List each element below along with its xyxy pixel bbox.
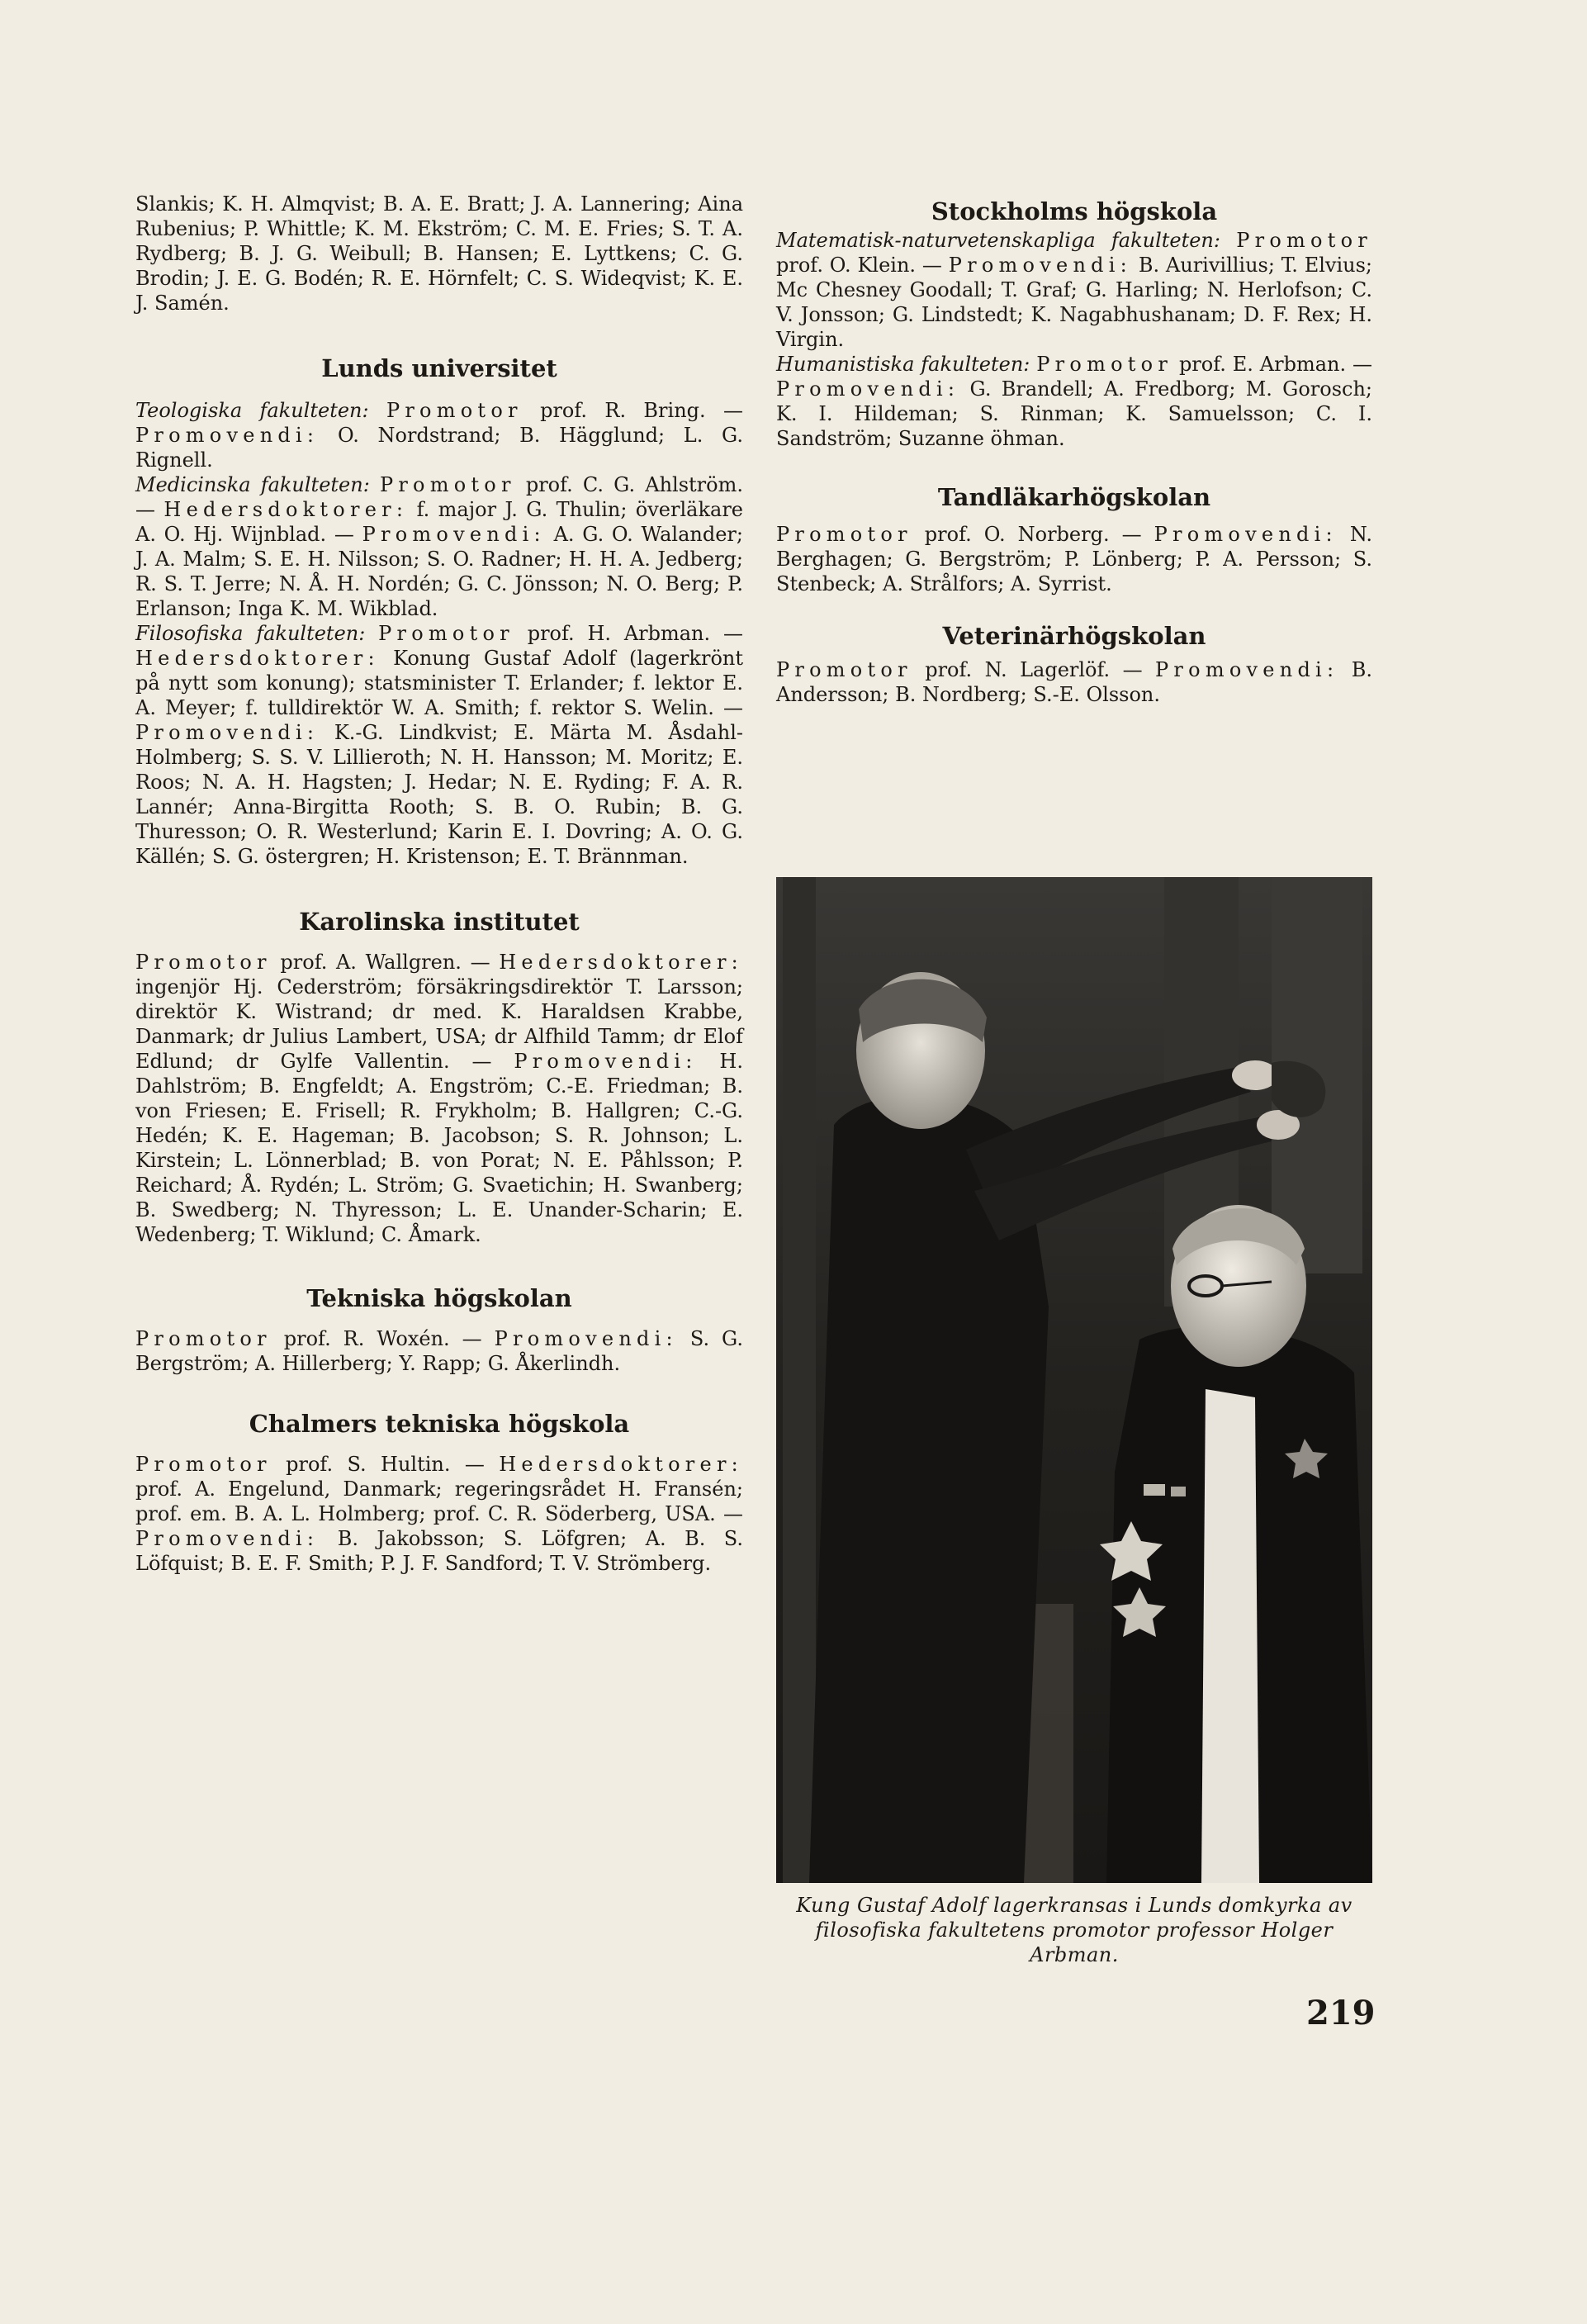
veterinar-paragraph (776, 657, 1372, 707)
intro-paragraph: Slankis; K. H. Almqvist; B. A. E. Bratt; J. A. Lannering; Aina Rubenius; P. Whittle; K. M. Ekström; C. M. E. Fries; S. T. A. Rydberg; B. J. G. Weibull; B. Hansen; E. Lyttkens; C. G. Brodin; J. E. G. Bodén; R. E. Hörnfelt; C. S. Wideqvist; K. E. J. Samén. (135, 192, 743, 315)
lund-med-prom-label: Promovendi: (362, 523, 546, 546)
chalmers-prom-label: Promovendi: (135, 1527, 320, 1550)
lund-med-faculty: Medicinska fakulteten: (135, 473, 370, 496)
right-column (776, 192, 1372, 707)
lund-fil-prom: K.-G. Lindkvist; E. Märta M. Åsdahl-Holmberg; S. S. V. Lillieroth; N. H. Hansson; M. Moritz; E. Roos; N. A. H. Hagsten; J. Hedar; N. E. Ryding; F. A. R. Lannér; Anna-Birgitta Rooth; S. B. O. Rubin; B. G. Thuresson; O. R. Westerlund; Karin E. I. Dovring; A. O. G. Källén; S. G. östergren; H. Kristenson; E. T. Brännman. (135, 721, 743, 868)
lund-med-promotor-label: Promotor (379, 473, 516, 496)
tekniska-prom-label: Promovendi: (494, 1327, 678, 1350)
tekniska-promotor-label: Promotor (135, 1327, 272, 1350)
lund-heading: Lunds universitet (321, 354, 557, 382)
veterinar-prom-label: Promovendi: (1155, 658, 1339, 681)
lund-teol-faculty: Teologiska fakulteten: (135, 399, 369, 422)
chalmers-prom: B. Jakobsson; S. Löfgren; A. B. S. Löfquist; B. E. F. Smith; P. J. F. Sandford; T. V. Strömberg. (135, 1527, 743, 1575)
veterinar-promotor-label: Promotor (776, 658, 912, 681)
tandlakar-promotor-label: Promotor (776, 523, 912, 546)
lund-med-heders-label: Hedersdoktorer: (163, 498, 409, 521)
lund-fil-promotor-label: Promotor (378, 622, 514, 645)
ceremony-photo (776, 877, 1372, 1883)
chalmers-paragraph (135, 1452, 743, 1576)
tandlakar-heading: Tandläkarhögskolan (937, 483, 1211, 511)
stockholm-mat-prom-label: Promovendi: (948, 254, 1132, 277)
karolinska-prom: H. Dahlström; B. Engfeldt; A. Engström; C.-E. Friedman; B. von Friesen; E. Frisell; R. Frykholm; B. Hallgren; C.-G. Hedén; K. E. Hageman; B. Jacobson; S. R. Johnson; L. Kirstein; L. Lönnerblad; B. von Porat; N. E. Påhlsson; P. Reichard; Å. Rydén; L. Ström; G. Svaetichin; H. Swanberg; B. Swedberg; N. Thyresson; L. E. Unander-Scharin; E. Wedenberg; T. Wiklund; C. Åmark. (135, 1050, 743, 1246)
tandlakar-promotor: prof. O. Norberg. — (924, 523, 1142, 546)
lund-med-heders: f. major J. G. Thulin; överläkare A. O. Hj. Wijnblad. — (135, 498, 743, 546)
tekniska-prom: S. G. Bergström; A. Hillerberg; Y. Rapp; G. Åkerlindh. (135, 1327, 743, 1375)
karolinska-prom-label: Promovendi: (514, 1050, 698, 1073)
tekniska-heading: Tekniska högskolan (306, 1284, 572, 1312)
stockholm-hum-prom: G. Brandell; A. Fredborg; M. Gorosch; K. I. Hildeman; S. Rinman; K. Samuelsson; C. I. Sandström; Suzanne öhman. (776, 377, 1372, 450)
lund-teol-paragraph (135, 398, 743, 472)
stockholm-mat-prom: B. Aurivillius; T. Elvius; Mc Chesney Goodall; T. Graf; G. Harling; N. Herlofson; C. V. Jonsson; G. Lindstedt; K. Nagabhushanam; D. F. Rex; H. Virgin. (776, 254, 1373, 351)
photo-caption: Kung Gustaf Adolf lagerkransas i Lunds domkyrka av filosofiska fakultetens promotor professor Holger Arbman. (796, 1894, 1353, 1966)
stockholm-hum-paragraph (776, 352, 1372, 451)
stockholm-mat-promotor: prof. O. Klein. — (776, 254, 942, 277)
karolinska-heading: Karolinska institutet (299, 908, 580, 936)
karolinska-heders: ingenjör Hj. Cederström; försäkringsdirektör T. Larsson; direktör K. Wistrand; dr med. K. Haraldsen Krabbe, Danmark; dr Julius Lambert, USA; dr Alfhild Tamm; dr Elof Edlund; dr Gylfe Vallentin. — (135, 975, 743, 1073)
veterinar-heading: Veterinärhögskolan (942, 622, 1206, 650)
stockholm-mat-faculty: Matematisk-naturvetenskapliga fakulteten: (776, 229, 1220, 252)
lund-fil-paragraph (135, 621, 743, 869)
lund-med-paragraph (135, 472, 743, 621)
chalmers-promotor-label: Promotor (135, 1453, 272, 1476)
tandlakar-prom: N. Berghagen; G. Bergström; P. Lönberg; P. A. Persson; S. Stenbeck; A. Strålfors; A. Syrrist. (776, 523, 1372, 595)
lund-fil-promotor: prof. H. Arbman. — (527, 622, 743, 645)
lund-teol-prom-label: Promovendi: (135, 424, 320, 447)
stockholm-hum-prom-label: Promovendi: (776, 377, 960, 401)
lund-med-promotor: prof. C. G. Ahlström. — (135, 473, 743, 521)
veterinar-promotor: prof. N. Lagerlöf. — (925, 658, 1143, 681)
stockholm-mat-paragraph (776, 228, 1372, 352)
karolinska-promotor-label: Promotor (135, 951, 272, 974)
tandlakar-prom-label: Promovendi: (1154, 523, 1338, 546)
tekniska-promotor: prof. R. Woxén. — (283, 1327, 482, 1350)
chalmers-heders-label: Hedersdoktorer: (499, 1453, 744, 1476)
lund-fil-heders: Konung Gustaf Adolf (lagerkrönt på nytt som konung); statsminister T. Erlander; f. lektor E. A. Meyer; f. tulldirektör W. A. Smith; f. rektor S. Welin. — (135, 647, 743, 719)
lund-fil-faculty: Filosofiska fakulteten: (135, 622, 366, 645)
lund-fil-prom-label: Promovendi: (135, 721, 320, 744)
stockholm-hum-promotor-label: Promotor (1036, 353, 1173, 376)
stockholm-mat-promotor-label: Promotor (1236, 229, 1372, 252)
lund-med-prom: A. G. O. Walander; J. A. Malm; S. E. H. Nilsson; S. O. Radner; H. H. A. Jedberg; R. S. T. Jerre; N. Å. H. Nordén; G. C. Jönsson; N. O. Berg; P. Erlanson; Inga K. M. Wikblad. (135, 523, 743, 620)
karolinska-promotor: prof. A. Wallgren. — (280, 951, 490, 974)
stockholm-hum-faculty: Humanistiska fakulteten: (776, 353, 1030, 376)
chalmers-heading: Chalmers tekniska högskola (249, 1410, 630, 1438)
karolinska-paragraph (135, 950, 743, 1247)
tekniska-paragraph (135, 1326, 743, 1376)
chalmers-heders: prof. A. Engelund, Danmark; regeringsrådet H. Fransén; prof. em. B. A. L. Holmberg; prof. C. R. Söderberg, USA. — (135, 1477, 743, 1525)
lund-teol-prom: O. Nordstrand; B. Hägglund; L. G. Rignell. (135, 424, 743, 472)
lund-fil-heders-label: Hedersdoktorer: (135, 647, 380, 670)
tandlakar-paragraph (776, 522, 1372, 596)
stockholm-hum-promotor: prof. E. Arbman. — (1178, 353, 1373, 376)
stockholm-heading: Stockholms högskola (931, 197, 1218, 225)
veterinar-prom: B. Andersson; B. Nordberg; S.-E. Olsson. (776, 658, 1372, 706)
chalmers-promotor: prof. S. Hultin. — (286, 1453, 485, 1476)
page-number: 219 (1306, 1994, 1376, 2032)
ceremony-photo-drawing (776, 877, 1372, 1883)
left-column (135, 192, 743, 1576)
karolinska-heders-label: Hedersdoktorer: (499, 951, 743, 974)
lund-teol-promotor: prof. R. Bring. — (540, 399, 743, 422)
lund-teol-promotor-label: Promotor (386, 399, 523, 422)
